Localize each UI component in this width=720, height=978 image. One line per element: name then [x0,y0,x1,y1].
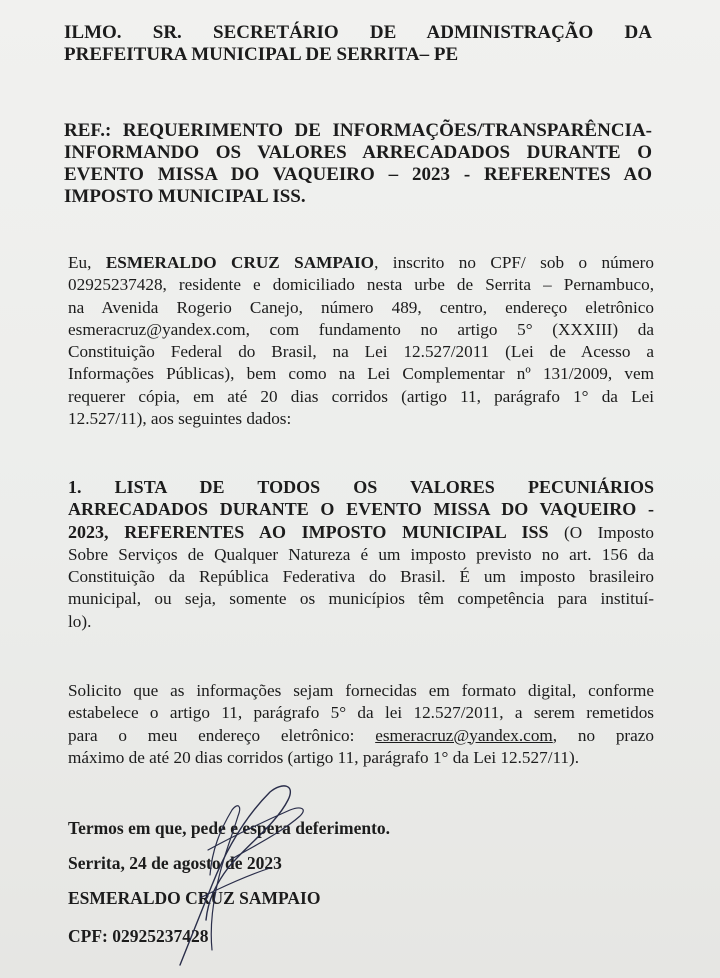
closing-terms: Termos em que, pede e espera deferimento. [68,818,391,838]
request-item-1 [68,476,654,633]
intro-paragraph [68,252,654,430]
request-paragraph [68,680,654,769]
request-line-1: Solicito que as informações sejam fornecidas em formato digital, conforme [68,681,654,700]
intro-line-6: Informações Públicas), bem como na Lei Complementar nº 131/2009, vem [68,364,654,384]
intro-line-5: Constituição Federal do Brasil, na Lei 12.527/2011 (Lei de Acesso a [68,342,654,362]
addressee-line-2: PREFEITURA MUNICIPAL DE SERRITA– PE [64,44,459,65]
reference-line-2: INFORMANDO OS VALORES ARRECADADOS DURANTE O [64,142,652,163]
intro-line-8: 12.527/11), aos seguintes dados: [68,409,292,429]
place-and-date: Serrita, 24 de agosto de 2023 [68,853,282,873]
item-line-7: lo). [68,611,92,631]
item-line-5: Constituição da República Federativa do Brasil. É um imposto brasileiro [68,567,654,587]
item-line-6: municipal, ou seja, somente os municípios têm competência para instituí- [68,589,654,609]
intro-line-7: requerer cópia, em até 20 dias corridos (artigo 11, parágrafo 1° da Lei [68,386,654,406]
email-link[interactable]: esmeracruz@yandex.com [375,725,553,745]
requester-name: ESMERALDO CRUZ SAMPAIO [105,253,375,272]
item-line-4: Sobre Serviços de Qualquer Natureza é um imposto previsto no art. 156 da [68,544,654,564]
intro-line-2: 02925237428, residente e domiciliado nesta urbe de Serrita – Pernambuco, [68,275,654,295]
signatory-name: ESMERALDO CRUZ SAMPAIO [68,888,321,908]
intro-line-4: esmeracruz@yandex.com, com fundamento no artigo 5° (XXXIII) da [68,319,654,339]
addressee-heading [64,22,652,66]
request-line-4: máximo de até 20 dias corridos (artigo 11, parágrafo 1° da Lei 12.527/11). [68,747,580,767]
item-line-3: 2023, REFERENTES AO IMPOSTO MUNICIPAL ISS (O Imposto [68,521,654,542]
addressee-line-1: ILMO. SR. SECRETÁRIO DE ADMINISTRAÇÃO DA [64,22,652,43]
request-line-2: estabelece o artigo 11, parágrafo 5° da lei 12.527/2011, a serem remetidos [68,703,654,723]
reference-line-4: IMPOSTO MUNICIPAL ISS. [64,186,306,207]
reference-line-3: EVENTO MISSA DO VAQUEIRO – 2023 - REFERENTES AO [64,164,652,185]
reference-line-1: REF.: REQUERIMENTO DE INFORMAÇÕES/TRANSPARÊNCIA- [64,120,652,141]
reference-heading [64,120,652,208]
item-line-2: ARRECADADOS DURANTE O EVENTO MISSA DO VAQUEIRO - [68,499,654,520]
request-line-3: para o meu endereço eletrônico: esmeracruz@yandex.com, no prazo [68,725,654,745]
intro-line-3: na Avenida Rogerio Canejo, número 489, centro, endereço eletrônico [68,297,654,317]
item-line-1: 1. LISTA DE TODOS OS VALORES PECUNIÁRIOS [68,477,654,497]
signatory-cpf: CPF: 02925237428 [68,926,209,946]
intro-line-1: Eu, ESMERALDO CRUZ SAMPAIO, inscrito no CPF/ sob o número [68,253,655,272]
